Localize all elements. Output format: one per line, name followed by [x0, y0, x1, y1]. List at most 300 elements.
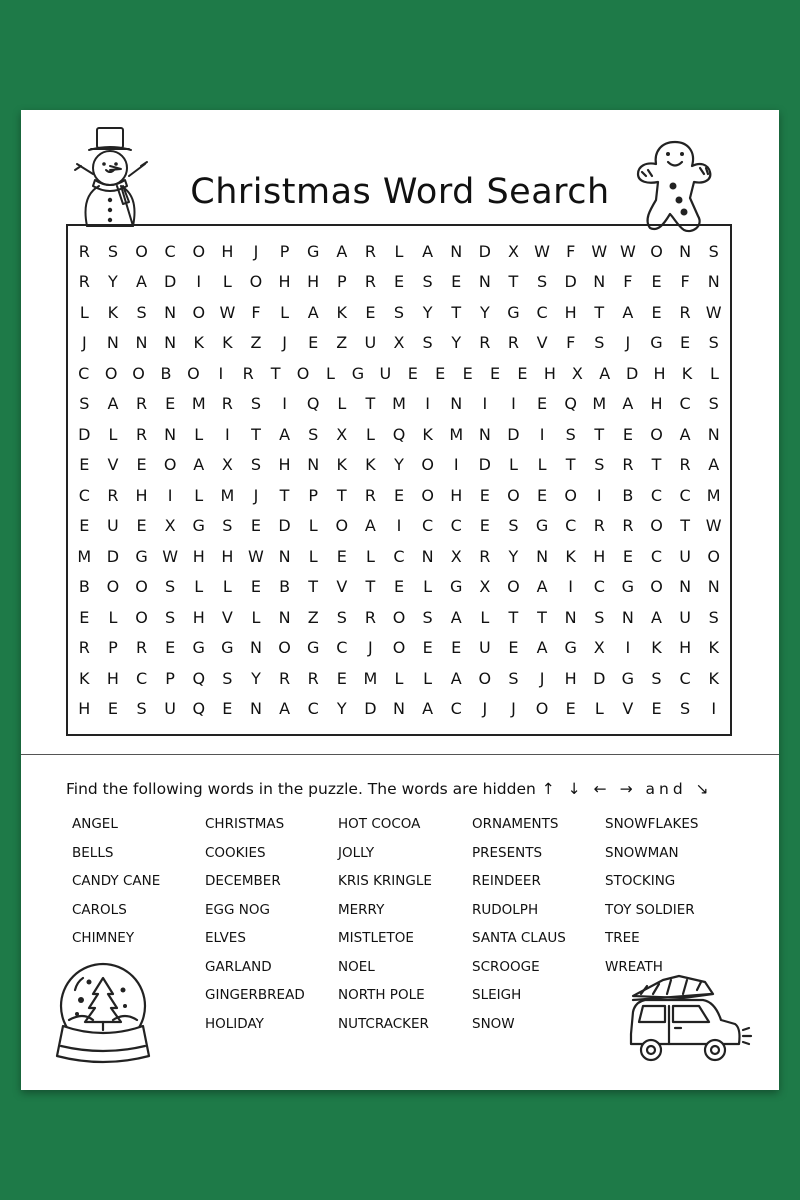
grid-letter[interactable]: S	[250, 394, 262, 414]
grid-letter[interactable]: S	[308, 424, 319, 444]
grid-letter[interactable]: C	[135, 668, 148, 688]
grid-letter[interactable]: S	[594, 607, 605, 627]
grid-letter[interactable]: S	[336, 607, 347, 627]
grid-letter[interactable]: S	[222, 516, 233, 536]
grid-letter[interactable]: E	[336, 546, 347, 566]
grid-letter[interactable]: M	[220, 485, 235, 505]
grid-letter[interactable]: H	[679, 638, 692, 658]
grid-letter[interactable]: L	[108, 424, 118, 444]
grid-letter[interactable]: C	[78, 485, 90, 505]
grid-letter[interactable]: T	[594, 424, 605, 444]
grid-letter[interactable]: O	[478, 668, 492, 688]
grid-letter[interactable]: A	[336, 241, 348, 261]
grid-letter[interactable]: I	[711, 699, 717, 719]
grid-letter[interactable]: P	[336, 272, 347, 292]
grid-letter[interactable]: I	[282, 394, 287, 414]
grid-letter[interactable]: K	[336, 455, 348, 475]
grid-letter[interactable]: E	[165, 638, 176, 658]
grid-letter[interactable]: Y	[451, 333, 462, 353]
grid-letter[interactable]: I	[453, 455, 459, 475]
grid-letter[interactable]: I	[625, 638, 631, 658]
grid-letter[interactable]: X	[221, 455, 233, 475]
grid-letter[interactable]: G	[450, 577, 463, 597]
grid-letter[interactable]: T	[537, 607, 547, 627]
grid-letter[interactable]: E	[517, 363, 528, 383]
grid-letter[interactable]: E	[451, 272, 462, 292]
grid-letter[interactable]: G	[306, 241, 320, 261]
grid-letter[interactable]: R	[78, 272, 90, 292]
grid-letter[interactable]: N	[536, 546, 549, 566]
grid-letter[interactable]: E	[222, 699, 233, 719]
grid-letter[interactable]: S	[708, 241, 719, 261]
grid-letter[interactable]: R	[135, 638, 148, 658]
grid-letter[interactable]: S	[222, 668, 233, 688]
grid-letter[interactable]: G	[192, 516, 205, 536]
grid-letter[interactable]: N	[249, 638, 262, 658]
grid-letter[interactable]: Y	[394, 455, 404, 475]
grid-letter[interactable]: S	[393, 302, 405, 322]
grid-letter[interactable]: H	[564, 302, 577, 322]
grid-letter[interactable]: V	[622, 699, 634, 719]
grid-letter[interactable]: X	[450, 546, 462, 566]
grid-letter[interactable]: W	[219, 302, 236, 322]
grid-letter[interactable]: A	[422, 699, 434, 719]
grid-letter[interactable]: M	[392, 394, 406, 414]
grid-letter[interactable]: E	[680, 333, 691, 353]
grid-letter[interactable]: N	[164, 333, 177, 353]
grid-letter[interactable]: E	[537, 485, 548, 505]
grid-letter[interactable]: L	[194, 577, 204, 597]
grid-letter[interactable]: X	[393, 333, 405, 353]
grid-letter[interactable]: A	[279, 424, 291, 444]
grid-letter[interactable]: W	[619, 241, 636, 261]
grid-letter[interactable]: R	[479, 333, 491, 353]
grid-letter[interactable]: O	[192, 302, 206, 322]
grid-letter[interactable]: G	[221, 638, 234, 658]
grid-letter[interactable]: Q	[392, 424, 406, 444]
grid-letter[interactable]: X	[593, 638, 605, 658]
grid-letter[interactable]: N	[450, 394, 463, 414]
grid-letter[interactable]: E	[622, 424, 633, 444]
grid-letter[interactable]: E	[422, 638, 433, 658]
grid-letter[interactable]: I	[568, 577, 574, 597]
grid-letter[interactable]: M	[77, 546, 92, 566]
grid-letter[interactable]: R	[364, 272, 376, 292]
grid-letter[interactable]: I	[596, 485, 602, 505]
grid-letter[interactable]: E	[407, 363, 418, 383]
grid-letter[interactable]: T	[565, 455, 576, 475]
grid-letter[interactable]: G	[621, 668, 635, 688]
grid-letter[interactable]: T	[270, 363, 281, 383]
grid-letter[interactable]: E	[79, 516, 90, 536]
grid-letter[interactable]: L	[394, 668, 404, 688]
grid-letter[interactable]: E	[651, 272, 662, 292]
grid-letter[interactable]: S	[422, 272, 433, 292]
grid-letter[interactable]: V	[336, 577, 348, 597]
grid-letter[interactable]: P	[165, 668, 175, 688]
grid-letter[interactable]: N	[106, 333, 119, 353]
grid-letter[interactable]: F	[566, 333, 576, 353]
grid-letter[interactable]: Q	[192, 699, 206, 719]
grid-letter[interactable]: S	[136, 699, 147, 719]
grid-letter[interactable]: L	[394, 241, 404, 261]
grid-letter[interactable]: S	[508, 516, 519, 536]
grid-letter[interactable]: O	[507, 577, 520, 597]
grid-letter[interactable]: S	[708, 333, 719, 353]
grid-letter[interactable]: C	[164, 241, 176, 261]
grid-letter[interactable]: S	[107, 241, 118, 261]
grid-letter[interactable]: B	[279, 577, 291, 597]
grid-letter[interactable]: G	[306, 638, 320, 658]
grid-letter[interactable]: D	[625, 363, 639, 383]
grid-letter[interactable]: G	[650, 333, 663, 353]
grid-letter[interactable]: O	[535, 699, 549, 719]
grid-letter[interactable]: I	[224, 424, 230, 444]
grid-letter[interactable]: I	[396, 516, 402, 536]
grid-letter[interactable]: H	[106, 668, 119, 688]
grid-letter[interactable]: F	[680, 272, 690, 292]
grid-letter[interactable]: E	[622, 546, 633, 566]
grid-letter[interactable]: N	[564, 607, 577, 627]
grid-letter[interactable]: N	[679, 577, 692, 597]
grid-letter[interactable]: D	[478, 455, 491, 475]
grid-letter[interactable]: X	[164, 516, 176, 536]
grid-letter[interactable]: A	[536, 577, 548, 597]
grid-letter[interactable]: L	[308, 516, 318, 536]
grid-letter[interactable]: Y	[508, 546, 519, 566]
grid-letter[interactable]: I	[539, 424, 545, 444]
grid-letter[interactable]: E	[250, 516, 262, 536]
grid-letter[interactable]: E	[336, 668, 347, 688]
grid-letter[interactable]: E	[489, 363, 501, 383]
grid-letter[interactable]: C	[422, 516, 434, 536]
grid-letter[interactable]: D	[106, 546, 120, 566]
grid-letter[interactable]: A	[450, 668, 462, 688]
grid-letter[interactable]: R	[507, 333, 519, 353]
grid-letter[interactable]: A	[450, 607, 462, 627]
grid-letter[interactable]: E	[79, 455, 90, 475]
grid-letter[interactable]: Z	[336, 333, 348, 353]
grid-letter[interactable]: S	[651, 668, 662, 688]
grid-letter[interactable]: G	[507, 302, 520, 322]
grid-letter[interactable]: S	[165, 577, 176, 597]
grid-letter[interactable]: C	[650, 546, 663, 566]
grid-letter[interactable]: J	[511, 699, 516, 719]
grid-letter[interactable]: D	[364, 699, 377, 719]
grid-letter[interactable]: H	[278, 272, 291, 292]
grid-letter[interactable]: N	[707, 424, 720, 444]
grid-letter[interactable]: U	[164, 699, 176, 719]
grid-letter[interactable]: S	[536, 272, 548, 292]
grid-letter[interactable]: S	[165, 607, 176, 627]
grid-letter[interactable]: R	[78, 638, 90, 658]
grid-letter[interactable]: Z	[250, 333, 262, 353]
grid-letter[interactable]: E	[435, 363, 446, 383]
grid-letter[interactable]: E	[107, 699, 118, 719]
grid-letter[interactable]: K	[336, 302, 348, 322]
grid-letter[interactable]: O	[187, 363, 200, 383]
grid-letter[interactable]: G	[192, 638, 205, 658]
grid-letter[interactable]: L	[508, 455, 518, 475]
grid-letter[interactable]: A	[279, 699, 291, 719]
grid-letter[interactable]: N	[135, 333, 148, 353]
grid-letter[interactable]: N	[164, 424, 177, 444]
grid-letter[interactable]: U	[679, 546, 691, 566]
grid-letter[interactable]: U	[379, 363, 392, 383]
grid-letter[interactable]: H	[653, 363, 666, 383]
grid-letter[interactable]: A	[679, 424, 691, 444]
grid-letter[interactable]: C	[450, 516, 462, 536]
grid-letter[interactable]: C	[593, 577, 605, 597]
grid-letter[interactable]: Y	[108, 272, 118, 292]
grid-letter[interactable]: H	[192, 607, 205, 627]
grid-letter[interactable]: W	[591, 241, 608, 261]
grid-letter[interactable]: W	[162, 546, 179, 566]
grid-letter[interactable]: T	[308, 577, 319, 597]
grid-letter[interactable]: H	[221, 241, 234, 261]
grid-letter[interactable]: K	[422, 424, 433, 444]
grid-letter[interactable]: A	[107, 394, 119, 414]
grid-letter[interactable]: O	[421, 455, 434, 475]
grid-letter[interactable]: G	[621, 577, 635, 597]
grid-letter[interactable]: K	[107, 302, 119, 322]
grid-letter[interactable]: P	[308, 485, 318, 505]
grid-letter[interactable]: X	[479, 577, 491, 597]
grid-letter[interactable]: N	[593, 272, 606, 292]
grid-letter[interactable]: A	[708, 455, 720, 475]
grid-letter[interactable]: C	[393, 546, 405, 566]
grid-letter[interactable]: I	[167, 485, 173, 505]
grid-letter[interactable]: E	[451, 638, 462, 658]
grid-letter[interactable]: F	[566, 241, 576, 261]
grid-letter[interactable]: A	[136, 272, 147, 292]
grid-letter[interactable]: O	[132, 363, 145, 383]
grid-letter[interactable]: H	[450, 485, 463, 505]
grid-letter[interactable]: O	[278, 638, 291, 658]
grid-letter[interactable]: T	[365, 577, 376, 597]
grid-letter[interactable]: O	[296, 363, 310, 383]
grid-letter[interactable]: T	[508, 272, 519, 292]
grid-letter[interactable]: A	[536, 638, 548, 658]
grid-letter[interactable]: H	[593, 546, 606, 566]
grid-letter[interactable]: D	[78, 424, 91, 444]
grid-letter[interactable]: L	[222, 577, 232, 597]
grid-letter[interactable]: M	[706, 485, 721, 505]
grid-letter[interactable]: B	[160, 363, 172, 383]
grid-letter[interactable]: H	[78, 699, 91, 719]
grid-letter[interactable]: D	[564, 272, 577, 292]
grid-letter[interactable]: G	[535, 516, 549, 536]
grid-letter[interactable]: C	[536, 302, 548, 322]
grid-letter[interactable]: K	[365, 455, 376, 475]
grid-letter[interactable]: U	[478, 638, 491, 658]
grid-letter[interactable]: L	[365, 424, 375, 444]
grid-letter[interactable]: N	[164, 302, 177, 322]
grid-letter[interactable]: N	[278, 546, 291, 566]
grid-letter[interactable]: M	[592, 394, 607, 414]
grid-letter[interactable]: N	[707, 577, 720, 597]
grid-letter[interactable]: X	[336, 424, 348, 444]
grid-letter[interactable]: H	[135, 485, 148, 505]
grid-letter[interactable]: L	[79, 302, 89, 322]
grid-letter[interactable]: R	[135, 394, 148, 414]
grid-letter[interactable]: T	[451, 302, 462, 322]
grid-letter[interactable]: O	[392, 638, 406, 658]
grid-letter[interactable]: I	[482, 394, 488, 414]
grid-letter[interactable]: A	[599, 363, 611, 383]
grid-letter[interactable]: T	[508, 607, 519, 627]
grid-letter[interactable]: J	[81, 333, 87, 353]
grid-letter[interactable]: K	[651, 638, 662, 658]
grid-letter[interactable]: L	[423, 577, 433, 597]
grid-letter[interactable]: N	[621, 607, 634, 627]
grid-letter[interactable]: J	[625, 333, 631, 353]
grid-letter[interactable]: C	[679, 485, 691, 505]
grid-letter[interactable]: L	[594, 699, 604, 719]
grid-letter[interactable]: J	[368, 638, 373, 658]
grid-letter[interactable]: E	[565, 699, 576, 719]
grid-letter[interactable]: J	[282, 333, 287, 353]
grid-letter[interactable]: N	[478, 424, 491, 444]
grid-letter[interactable]: F	[623, 272, 633, 292]
grid-letter[interactable]: U	[107, 516, 119, 536]
grid-letter[interactable]: A	[622, 302, 634, 322]
grid-letter[interactable]: S	[708, 394, 719, 414]
grid-letter[interactable]: G	[351, 363, 365, 383]
grid-letter[interactable]: T	[594, 302, 605, 322]
grid-letter[interactable]: E	[462, 363, 473, 383]
grid-letter[interactable]: E	[136, 516, 147, 536]
grid-letter[interactable]: E	[136, 455, 147, 475]
grid-letter[interactable]: A	[307, 302, 319, 322]
grid-letter[interactable]: J	[253, 241, 259, 261]
grid-letter[interactable]: G	[135, 546, 148, 566]
grid-letter[interactable]: S	[422, 333, 433, 353]
grid-letter[interactable]: S	[136, 302, 147, 322]
grid-letter[interactable]: R	[679, 302, 691, 322]
grid-letter[interactable]: I	[196, 272, 202, 292]
grid-letter[interactable]: K	[708, 638, 719, 658]
grid-letter[interactable]: L	[308, 546, 318, 566]
grid-letter[interactable]: W	[248, 546, 264, 566]
grid-letter[interactable]: T	[279, 485, 290, 505]
grid-letter[interactable]: E	[508, 638, 519, 658]
grid-letter[interactable]: R	[679, 455, 691, 475]
grid-letter[interactable]: D	[278, 516, 291, 536]
grid-letter[interactable]: V	[536, 333, 548, 353]
grid-letter[interactable]: U	[364, 333, 377, 353]
grid-letter[interactable]: I	[425, 394, 430, 414]
grid-letter[interactable]: O	[135, 241, 148, 261]
grid-letter[interactable]: S	[708, 607, 719, 627]
grid-letter[interactable]: H	[543, 363, 556, 383]
grid-letter[interactable]: E	[165, 394, 176, 414]
grid-letter[interactable]: R	[307, 668, 319, 688]
grid-letter[interactable]: T	[251, 424, 261, 444]
grid-letter[interactable]: J	[539, 668, 545, 688]
grid-letter[interactable]: K	[79, 668, 90, 688]
grid-letter[interactable]: D	[507, 424, 520, 444]
grid-letter[interactable]: N	[478, 272, 491, 292]
grid-letter[interactable]: R	[622, 455, 634, 475]
grid-letter[interactable]: N	[393, 699, 405, 719]
grid-letter[interactable]: E	[537, 394, 548, 414]
grid-letter[interactable]: L	[537, 455, 547, 475]
grid-letter[interactable]: L	[251, 607, 261, 627]
grid-letter[interactable]: W	[705, 302, 722, 322]
grid-letter[interactable]: Y	[479, 302, 490, 322]
grid-letter[interactable]: R	[135, 424, 148, 444]
grid-letter[interactable]: K	[565, 546, 576, 566]
grid-letter[interactable]: L	[194, 424, 204, 444]
grid-letter[interactable]: R	[622, 516, 634, 536]
grid-letter[interactable]: O	[163, 455, 177, 475]
grid-letter[interactable]: X	[507, 241, 519, 261]
grid-letter[interactable]: I	[511, 394, 516, 414]
grid-letter[interactable]: Y	[251, 668, 261, 688]
grid-letter[interactable]: R	[221, 394, 233, 414]
grid-letter[interactable]: S	[594, 455, 605, 475]
grid-letter[interactable]: S	[250, 455, 262, 475]
grid-letter[interactable]: L	[337, 394, 347, 414]
grid-letter[interactable]: O	[104, 363, 118, 383]
grid-letter[interactable]: E	[308, 333, 319, 353]
grid-letter[interactable]: P	[279, 241, 290, 261]
grid-letter[interactable]: L	[423, 668, 433, 688]
grid-letter[interactable]: R	[107, 485, 119, 505]
grid-letter[interactable]: Q	[564, 394, 577, 414]
grid-letter[interactable]: L	[108, 607, 118, 627]
grid-letter[interactable]: O	[135, 577, 148, 597]
grid-letter[interactable]: D	[163, 272, 177, 292]
grid-letter[interactable]: P	[108, 638, 118, 658]
grid-letter[interactable]: T	[680, 516, 690, 536]
grid-letter[interactable]: O	[564, 485, 577, 505]
grid-letter[interactable]: T	[336, 485, 347, 505]
grid-letter[interactable]: O	[192, 241, 206, 261]
grid-letter[interactable]: R	[593, 516, 605, 536]
grid-letter[interactable]: O	[106, 577, 120, 597]
grid-letter[interactable]: R	[364, 241, 376, 261]
grid-letter[interactable]: D	[593, 668, 606, 688]
grid-letter[interactable]: D	[478, 241, 491, 261]
grid-letter[interactable]: A	[364, 516, 376, 536]
grid-letter[interactable]: A	[422, 241, 434, 261]
grid-letter[interactable]: C	[450, 699, 462, 719]
grid-letter[interactable]: E	[479, 516, 490, 536]
grid-letter[interactable]: T	[365, 394, 376, 414]
grid-letter[interactable]: N	[307, 455, 320, 475]
grid-letter[interactable]: C	[679, 394, 691, 414]
grid-letter[interactable]: S	[79, 394, 90, 414]
grid-letter[interactable]: S	[680, 699, 691, 719]
grid-letter[interactable]: N	[421, 546, 434, 566]
grid-letter[interactable]: L	[480, 607, 490, 627]
grid-letter[interactable]: W	[534, 241, 550, 261]
grid-letter[interactable]: J	[253, 485, 259, 505]
grid-letter[interactable]: E	[393, 485, 405, 505]
grid-letter[interactable]: E	[651, 302, 662, 322]
grid-letter[interactable]: L	[709, 363, 719, 383]
grid-letter[interactable]: A	[193, 455, 205, 475]
grid-letter[interactable]: C	[679, 668, 691, 688]
grid-letter[interactable]: L	[365, 546, 375, 566]
grid-letter[interactable]: C	[650, 485, 663, 505]
grid-letter[interactable]: O	[392, 607, 406, 627]
grid-letter[interactable]: R	[364, 485, 376, 505]
grid-letter[interactable]: O	[650, 577, 663, 597]
grid-letter[interactable]: F	[251, 302, 261, 322]
